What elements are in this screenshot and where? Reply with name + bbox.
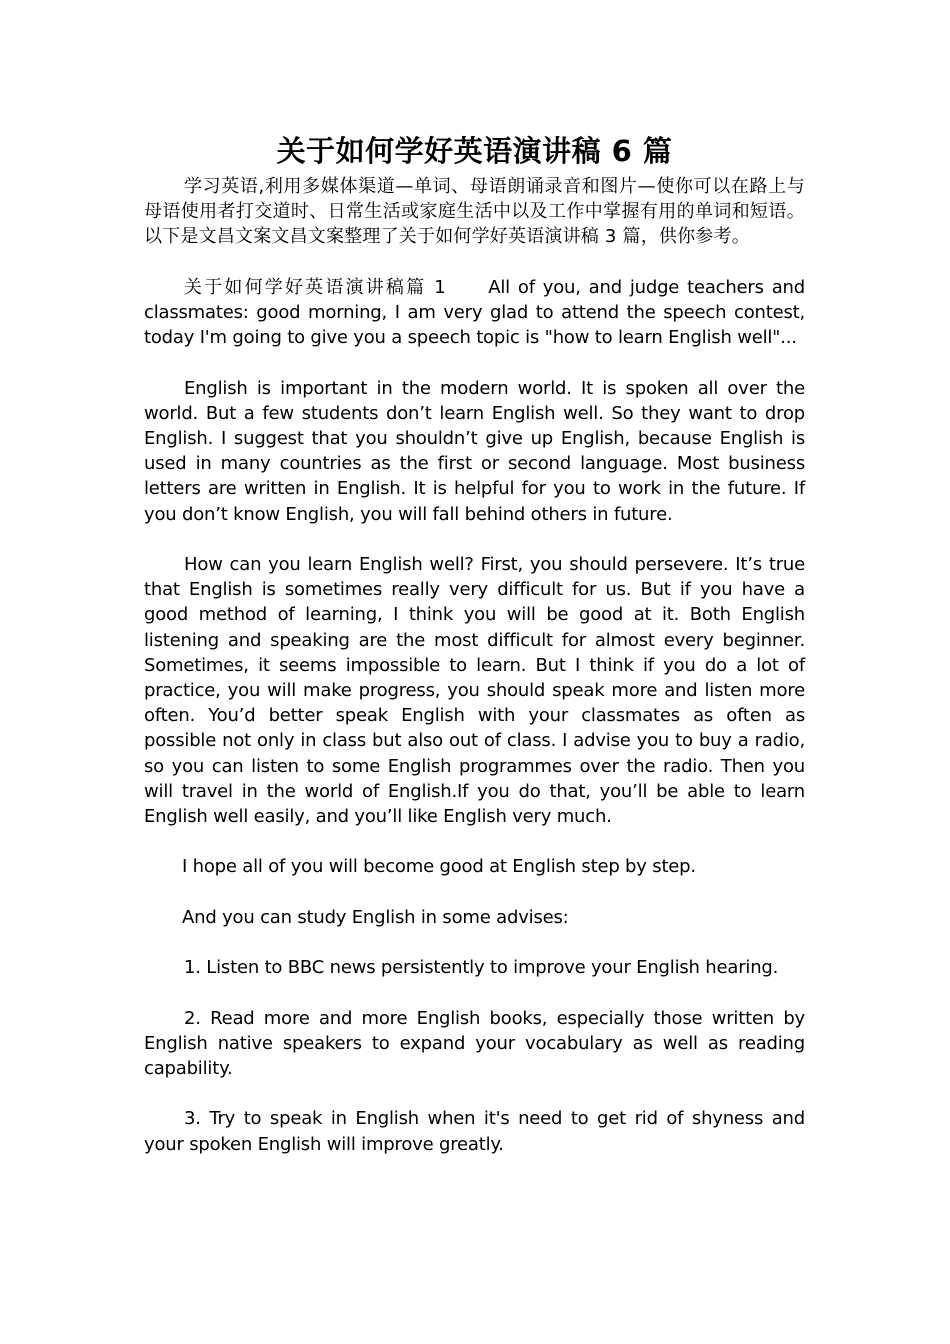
intro-paragraph: 学习英语,利用多媒体渠道—单词、母语朗诵录音和图片—使你可以在路上与母语使用者打交道时、日常生活或家庭生活中以及工作中掌握有用的单词和短语。以下是文昌文案文昌文案整理了关于如何学好英语演讲稿 3 篇，供你参考。 <box>144 176 805 248</box>
document-page <box>144 128 805 1182</box>
paragraph-advises-intro: And you can study English in some advises: <box>182 906 569 928</box>
paragraph-english-importance: English is important in the modern world. It is spoken all over the world. But a few students don’t learn English well. So they want to drop English. I suggest that you shouldn’t give up English, because English is used in many countries as the first or second language. Most business letters are written in English. It is helpful for you to work in the future. If you don’t know English, you will fall behind others in future. <box>144 377 805 525</box>
paragraph-hope: I hope all of you will become good at English step by step. <box>182 856 696 878</box>
list-item-advice-3: 3. Try to speak in English when it's need to get rid of shyness and your spoken English will improve greatly. <box>144 1108 805 1155</box>
list-item-advice-1: 1. Listen to BBC news persistently to improve your English hearing. <box>184 957 779 979</box>
list-item-advice-2: 2. Read more and more English books, especially those written by English native speakers to expand your vocabulary as well as reading capability. <box>144 1007 805 1079</box>
paragraph-how-to-learn: How can you learn English well? First, you should persevere. It’s true that English is sometimes really very difficult for us. But if you have a good method of learning, I think you will be good at it. Both English listening and speaking are the most difficult for almost every beginner. Sometimes, it seems impossible to learn. But I think if you do a lot of practice, you will make progress, you should speak more and listen more often. You’d better speak English with your classmates as often as possible not only in class but also out of class. I advise you to buy a radio, so you can listen to some English programmes over the radio. Then you will travel in the world of English.If you do that, you’ll be able to learn English well easily, and you’ll like English very much. <box>144 554 805 828</box>
document-title: 关于如何学好英语演讲稿 6 篇 <box>276 134 673 168</box>
paragraph-speech-opening: 关于如何学好英语演讲稿篇 1 All of you, and judge teachers and classmates: good morning, I am very glad to attend the speech contest, today I'm going to give you a speech topic is "how to learn English well"... <box>144 276 805 349</box>
